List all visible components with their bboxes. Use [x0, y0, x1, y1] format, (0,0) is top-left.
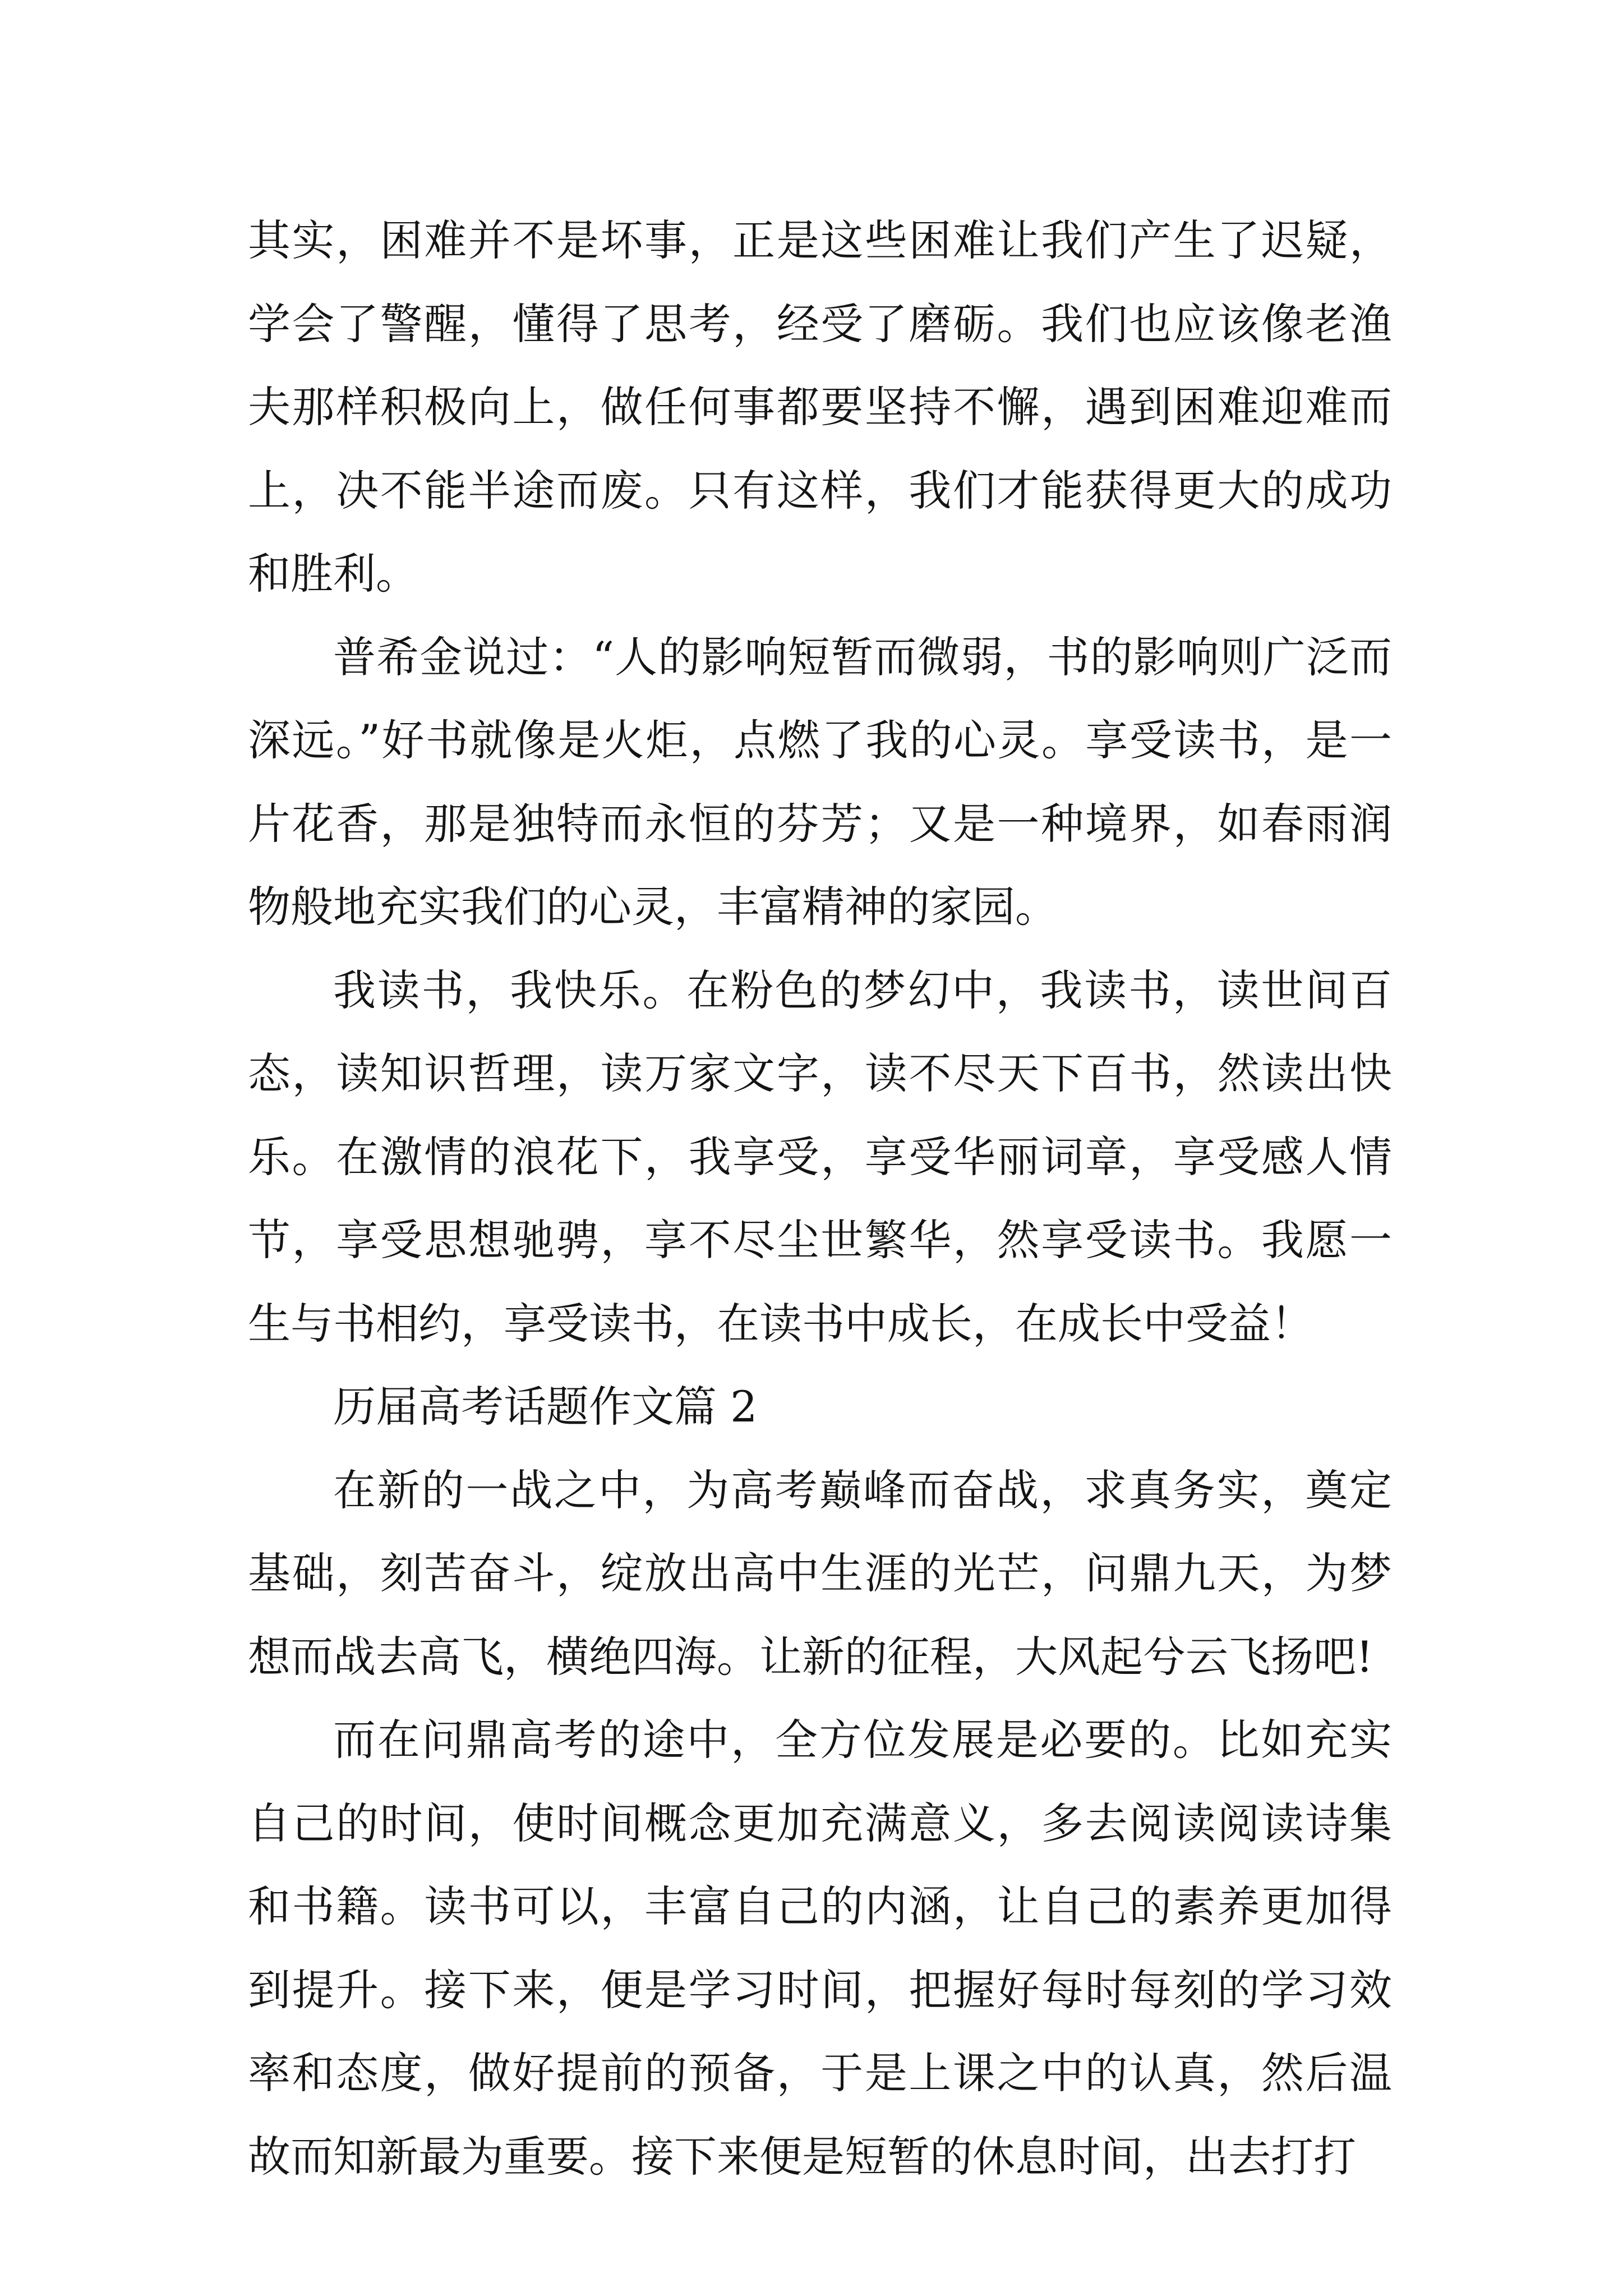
section-heading: 历届高考话题作文篇 2 [333, 1382, 758, 1432]
paragraph-exam-battle: 在新的一战之中，为高考巅峰而奋战，求真务实，奠定基础，刻苦奋斗，绽放出高中生涯的光芒，问鼎九天，为梦想而战去高飞，横绝四海。让新的征程，大风起兮云飞扬吧! [248, 1465, 1392, 1682]
paragraph-reading-joy: 我读书，我快乐。在粉色的梦幻中，我读书，读世间百态，读知识哲理，读万家文字，读不尽天下百书，然读出快乐。在激情的浪花下，我享受，享受华丽词章，享受感人情节，享受思想驰骋，享不尽尘世繁华，然享受读书。我愿一生与书相约，享受读书，在读书中成长，在成长中受益！ [248, 965, 1392, 1349]
paragraph-pushkin-quote: 普希金说过：“人的影响短暂而微弱，书的影响则广泛而深远。”好书就像是火炬，点燃了我的心灵。享受读书，是一片花香，那是独特而永恒的芬芳；又是一种境界，如春雨润物般地充实我们的心灵，丰富精神的家园。 [248, 632, 1392, 932]
document-body [248, 199, 1392, 2198]
paragraph-all-round-development: 而在问鼎高考的途中，全方位发展是必要的。比如充实自己的时间，使时间概念更加充满意义，多去阅读阅读诗集和书籍。读书可以，丰富自己的内涵，让自己的素养更加得到提升。接下来，便是学习时间，把握好每时每刻的学习效率和态度，做好提前的预备，于是上课之中的认真，然后温故而知新最为重要。接下来便是短暂的休息时间，出去打打 [248, 1715, 1392, 2182]
paragraph-difficulty: 其实，困难并不是坏事，正是这些困难让我们产生了迟疑，学会了警醒，懂得了思考，经受了磨砺。我们也应该像老渔夫那样积极向上，做任何事都要坚持不懈，遇到困难迎难而上，决不能半途而废。只有这样，我们才能获得更大的成功和胜利。 [248, 215, 1392, 599]
